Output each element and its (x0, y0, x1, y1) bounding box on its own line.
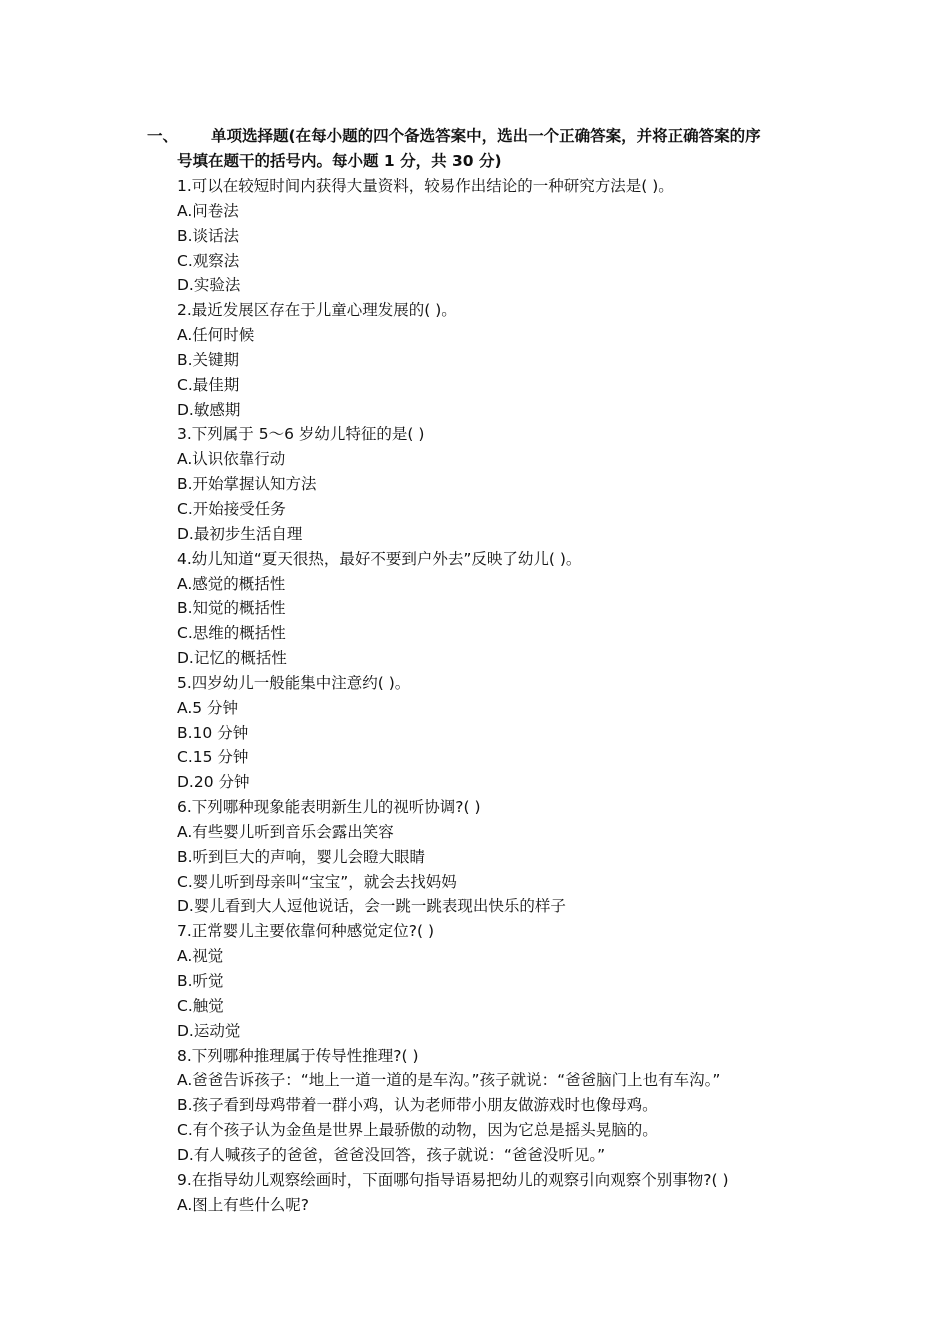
section-title-line1: 单项选择题(在每小题的四个备选答案中，选出一个正确答案，并将正确答案的序 (211, 127, 761, 145)
answer-option: B.孩子看到母鸡带着一群小鸡，认为老师带小朋友做游戏时也像母鸡。 (177, 1096, 658, 1115)
question-stem: 9.在指导幼儿观察绘画时，下面哪句指导语易把幼儿的观察引向观察个别事物?( ) (177, 1170, 729, 1189)
answer-option: C.15 分钟 (177, 748, 249, 767)
answer-option: C.思维的概括性 (177, 624, 286, 643)
answer-option: A.认识依靠行动 (177, 450, 286, 469)
answer-option: C.触觉 (177, 996, 224, 1015)
answer-option: D.记忆的概括性 (177, 649, 287, 668)
question-stem: 3.下列属于 5～6 岁幼儿特征的是( ) (177, 425, 425, 444)
answer-option: B.知觉的概括性 (177, 599, 286, 618)
answer-option: A.有些婴儿听到音乐会露出笑容 (177, 822, 394, 841)
answer-option: B.关键期 (177, 350, 240, 369)
question-stem: 1.可以在较短时间内获得大量资料，较易作出结论的一种研究方法是( )。 (177, 177, 674, 195)
answer-option: A.感觉的概括性 (177, 574, 286, 593)
answer-option: C.开始接受任务 (177, 499, 286, 518)
answer-option: D.最初步生活自理 (177, 524, 303, 543)
answer-option: A.图上有些什么呢? (177, 1195, 309, 1214)
answer-option: B.听觉 (177, 972, 224, 990)
answer-option: B.开始掌握认知方法 (177, 475, 317, 494)
answer-option: D.运动觉 (177, 1021, 241, 1040)
answer-option: A.5 分钟 (177, 698, 239, 717)
answer-option: C.最佳期 (177, 375, 240, 394)
answer-option: C.有个孩子认为金鱼是世界上最骄傲的动物，因为它总是摇头晃脑的。 (177, 1121, 658, 1140)
question-stem: 7.正常婴儿主要依靠何种感觉定位?( ) (177, 922, 435, 941)
answer-option: D.有人喊孩子的爸爸，爸爸没回答，孩子就说：“爸爸没听见。” (177, 1145, 606, 1164)
answer-option: A.爸爸告诉孩子：“地上一道一道的是车沟。”孩子就说：“爸爸脑门上也有车沟。” (177, 1071, 721, 1090)
answer-option: D.婴儿看到大人逗他说话，会一跳一跳表现出快乐的样子 (177, 897, 566, 916)
question-list (177, 174, 877, 1217)
answer-option: D.实验法 (177, 276, 241, 295)
answer-option: A.问卷法 (177, 201, 239, 220)
section-title-line2: 号填在题干的括号内。每小题 1 分，共 30 分) (177, 152, 502, 170)
answer-option: D.20 分钟 (177, 773, 250, 792)
answer-option: C.婴儿听到母亲叫“宝宝”，就会去找妈妈 (177, 872, 457, 891)
answer-option: D.敏感期 (177, 400, 241, 419)
question-stem: 5.四岁幼儿一般能集中注意约( )。 (177, 673, 411, 692)
answer-option: B.听到巨大的声响，婴儿会瞪大眼睛 (177, 847, 426, 866)
answer-option: C.观察法 (177, 251, 240, 270)
question-stem: 2.最近发展区存在于儿童心理发展的( )。 (177, 301, 457, 320)
question-stem: 4.幼儿知道“夏天很热，最好不要到户外去”反映了幼儿( )。 (177, 549, 582, 568)
question-stem: 8.下列哪种推理属于传导性推理?( ) (177, 1046, 419, 1065)
section-number: 一、 (147, 127, 179, 145)
answer-option: A.任何时候 (177, 326, 255, 345)
question-stem: 6.下列哪种现象能表明新生儿的视听协调?( ) (177, 798, 481, 817)
answer-option: A.视觉 (177, 947, 224, 966)
answer-option: B.10 分钟 (177, 723, 249, 742)
answer-option: B.谈话法 (177, 226, 240, 245)
